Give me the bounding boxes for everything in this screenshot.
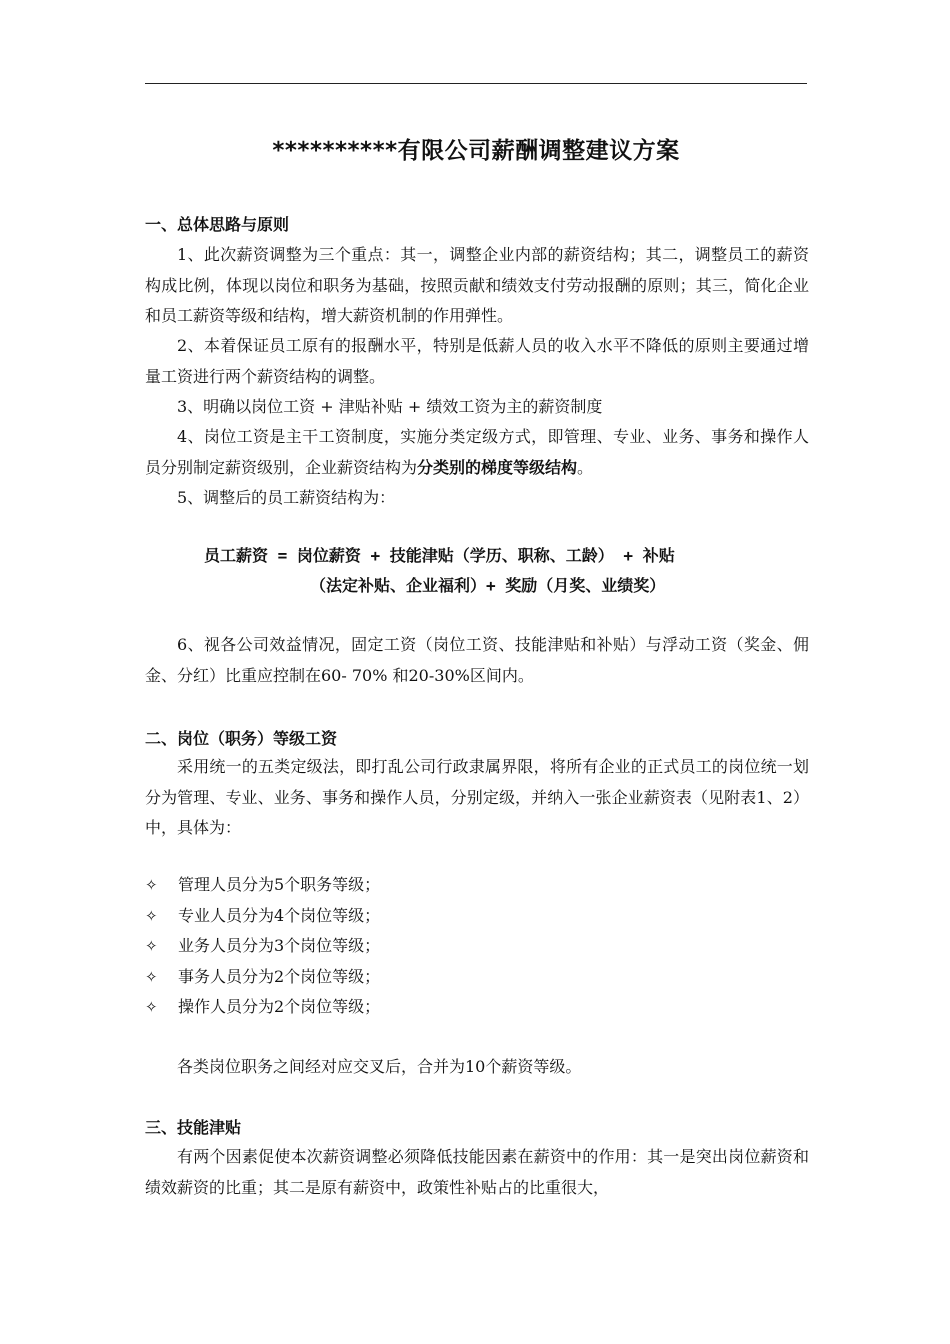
s1-p4-text: 4、岗位工资是主干工资制度，实施分类定级方式，即管理、专业、业务、事务和操作人员分别制定薪资级别，企业薪资结构为 — [145, 427, 809, 477]
list-item — [145, 962, 380, 993]
section-1-heading: 一、总体思路与原则 — [145, 215, 290, 234]
diamond-bullet-icon: ✧ — [145, 876, 158, 894]
list-item-text: 事务人员分为2个岗位等级； — [178, 966, 381, 986]
list-item — [145, 992, 380, 1023]
list-item — [145, 901, 380, 932]
s1-paragraph-5: 5、调整后的员工薪资结构为： — [177, 488, 396, 507]
s1-paragraph-2: 2、本着保证员工原有的报酬水平，特别是低薪人员的收入水平不降低的原则主要通过增量工资进行两个薪资结构的调整。 — [145, 336, 809, 386]
list-item-text: 管理人员分为5个职务等级； — [178, 875, 381, 894]
salary-formula-line-1: 员工薪资 = 岗位薪资 + 技能津贴（学历、职称、工龄） + 补贴 — [204, 546, 675, 565]
diamond-bullet-icon: ✧ — [145, 937, 158, 955]
list-item-text: 业务人员分为3个岗位等级； — [178, 936, 381, 955]
header-rule — [145, 83, 807, 84]
s1-paragraph-1: 1、此次薪资调整为三个重点：其一，调整企业内部的薪资结构；其二，调整员工的薪资构成比例，体现以岗位和职务为基础，按照贡献和绩效支付劳动报酬的原则；其三，简化企业和员工薪资等级和结构，增大薪资机制的作用弹性。 — [145, 245, 809, 325]
list-item — [145, 870, 380, 901]
s2-summary: 各类岗位职务之间经对应交叉后，合并为10个薪资等级。 — [177, 1057, 582, 1076]
document-title: **********有限公司薪酬调整建议方案 — [272, 138, 680, 164]
s3-paragraph-1: 有两个因素促使本次薪资调整必须降低技能因素在薪资中的作用：其一是突出岗位薪资和绩效薪资的比重；其二是原有薪资中，政策性补贴占的比重很大， — [145, 1147, 809, 1197]
s1-paragraph-4 — [145, 422, 809, 483]
list-item-text: 专业人员分为4个岗位等级； — [178, 905, 381, 925]
salary-formula-line-2: （法定补贴、企业福利）+ 奖励（月奖、业绩奖） — [310, 576, 666, 595]
s2-intro: 采用统一的五类定级法，即打乱公司行政隶属界限，将所有企业的正式员工的岗位统一划分为管理、专业、业务、事务和操作人员，分别定级，并纳入一张企业薪资表（见附表1、2）中，具体为： — [145, 757, 809, 837]
s1-paragraph-3: 3、明确以岗位工资 + 津贴补贴 + 绩效工资为主的薪资制度 — [177, 397, 603, 416]
s1-p4-emphasis: 分类别的梯度等级结构 — [417, 457, 578, 477]
s1-p4-end: 。 — [577, 457, 594, 477]
section-3-heading: 三、技能津贴 — [145, 1118, 242, 1137]
section-2-heading: 二、岗位（职务）等级工资 — [145, 729, 338, 748]
list-item-text: 操作人员分为2个岗位等级； — [178, 997, 381, 1016]
diamond-bullet-icon: ✧ — [145, 967, 158, 986]
diamond-bullet-icon: ✧ — [145, 906, 158, 925]
list-item — [145, 931, 380, 962]
grade-list — [145, 870, 380, 1023]
s1-paragraph-6: 6、视各公司效益情况，固定工资（岗位工资、技能津贴和补贴）与浮动工资（奖金、佣金、分红）比重应控制在60- 70% 和20-30%区间内。 — [145, 635, 809, 685]
diamond-bullet-icon: ✧ — [145, 998, 158, 1016]
